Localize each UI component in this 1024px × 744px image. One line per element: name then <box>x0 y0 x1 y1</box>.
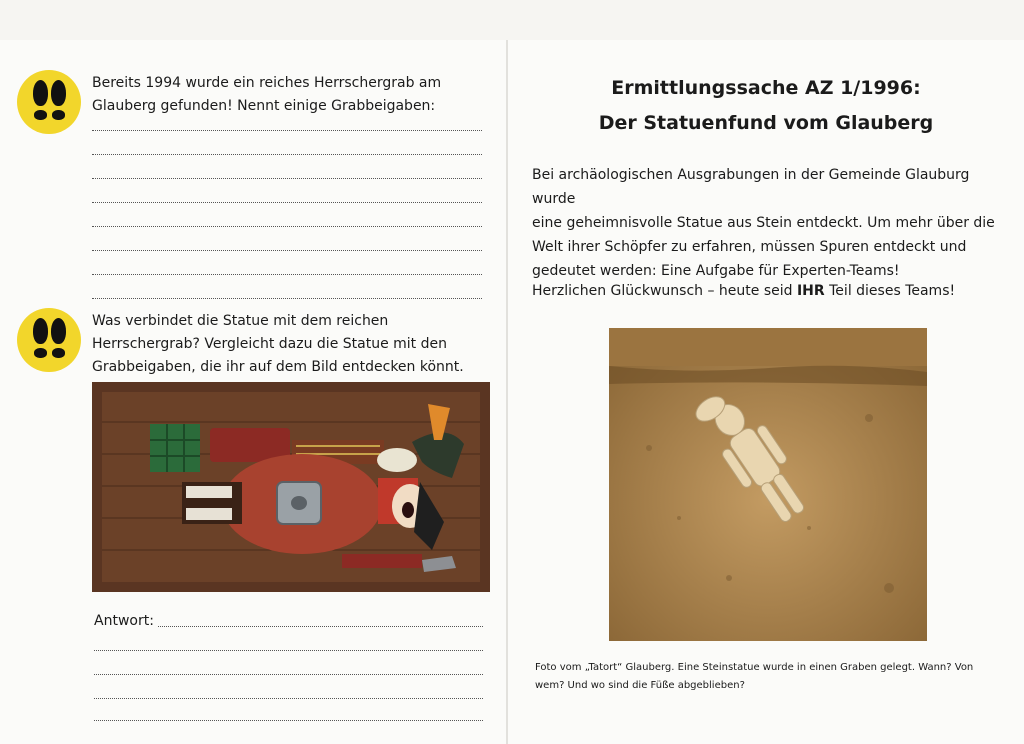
answer-line[interactable] <box>92 130 482 131</box>
congrats-pre: Herzlichen Glückwunsch – heute seid <box>532 283 797 299</box>
congrats-text <box>532 283 955 299</box>
intro-paragraph <box>532 163 1002 283</box>
question-2 <box>92 310 487 379</box>
caption-line: wem? Und wo sind die Füße abgeblieben? <box>535 680 745 691</box>
page-divider <box>506 40 508 744</box>
answer-line[interactable] <box>94 698 483 699</box>
caption-line: Foto vom „Tatort“ Glauberg. Eine Steinstatue wurde in einen Graben gelegt. Wann? Von <box>535 662 974 673</box>
intro-line: Welt ihrer Schöpfer zu erfahren, müssen Spuren entdeckt und <box>532 239 967 255</box>
page-subtitle: Der Statuenfund vom Glauberg <box>598 112 934 134</box>
answer-line[interactable] <box>158 626 483 627</box>
answer-line[interactable] <box>92 274 482 275</box>
answer-line[interactable] <box>92 250 482 251</box>
question-1-line: Bereits 1994 wurde ein reiches Herrschergrab am <box>92 75 442 91</box>
answer-line[interactable] <box>92 226 482 227</box>
answer-line[interactable] <box>92 178 482 179</box>
excavation-photo <box>609 328 927 641</box>
footprints-icon <box>17 70 81 134</box>
photo-caption <box>535 659 995 695</box>
answer-line[interactable] <box>94 650 483 651</box>
intro-line: Bei archäologischen Ausgrabungen in der Gemeinde Glauburg wurde <box>532 167 970 207</box>
answer-line[interactable] <box>94 674 483 675</box>
answer-line[interactable] <box>92 202 482 203</box>
footprints-icon <box>17 308 81 372</box>
page-title: Ermittlungssache AZ 1/1996: <box>611 77 921 99</box>
answer-line[interactable] <box>92 298 482 299</box>
answer-line[interactable] <box>94 720 483 721</box>
question-1 <box>92 72 487 118</box>
congrats-post: Teil dieses Teams! <box>824 283 956 299</box>
question-2-line: Grabbeigaben, die ihr auf dem Bild entdecken könnt. <box>92 359 464 375</box>
congrats-emphasis: IHR <box>796 283 825 299</box>
grave-illustration <box>92 382 490 592</box>
question-2-line: Was verbindet die Statue mit dem reichen <box>92 313 389 329</box>
question-1-line: Glauberg gefunden! Nennt einige Grabbeigaben: <box>92 98 436 114</box>
intro-line: eine geheimnisvolle Statue aus Stein entdeckt. Um mehr über die <box>532 215 995 231</box>
question-2-line: Herrschergrab? Vergleicht dazu die Statue mit den <box>92 336 447 352</box>
intro-line: gedeutet werden: Eine Aufgabe für Experten-Teams! <box>532 263 900 279</box>
answer-label: Antwort: <box>94 613 154 629</box>
answer-line[interactable] <box>92 154 482 155</box>
